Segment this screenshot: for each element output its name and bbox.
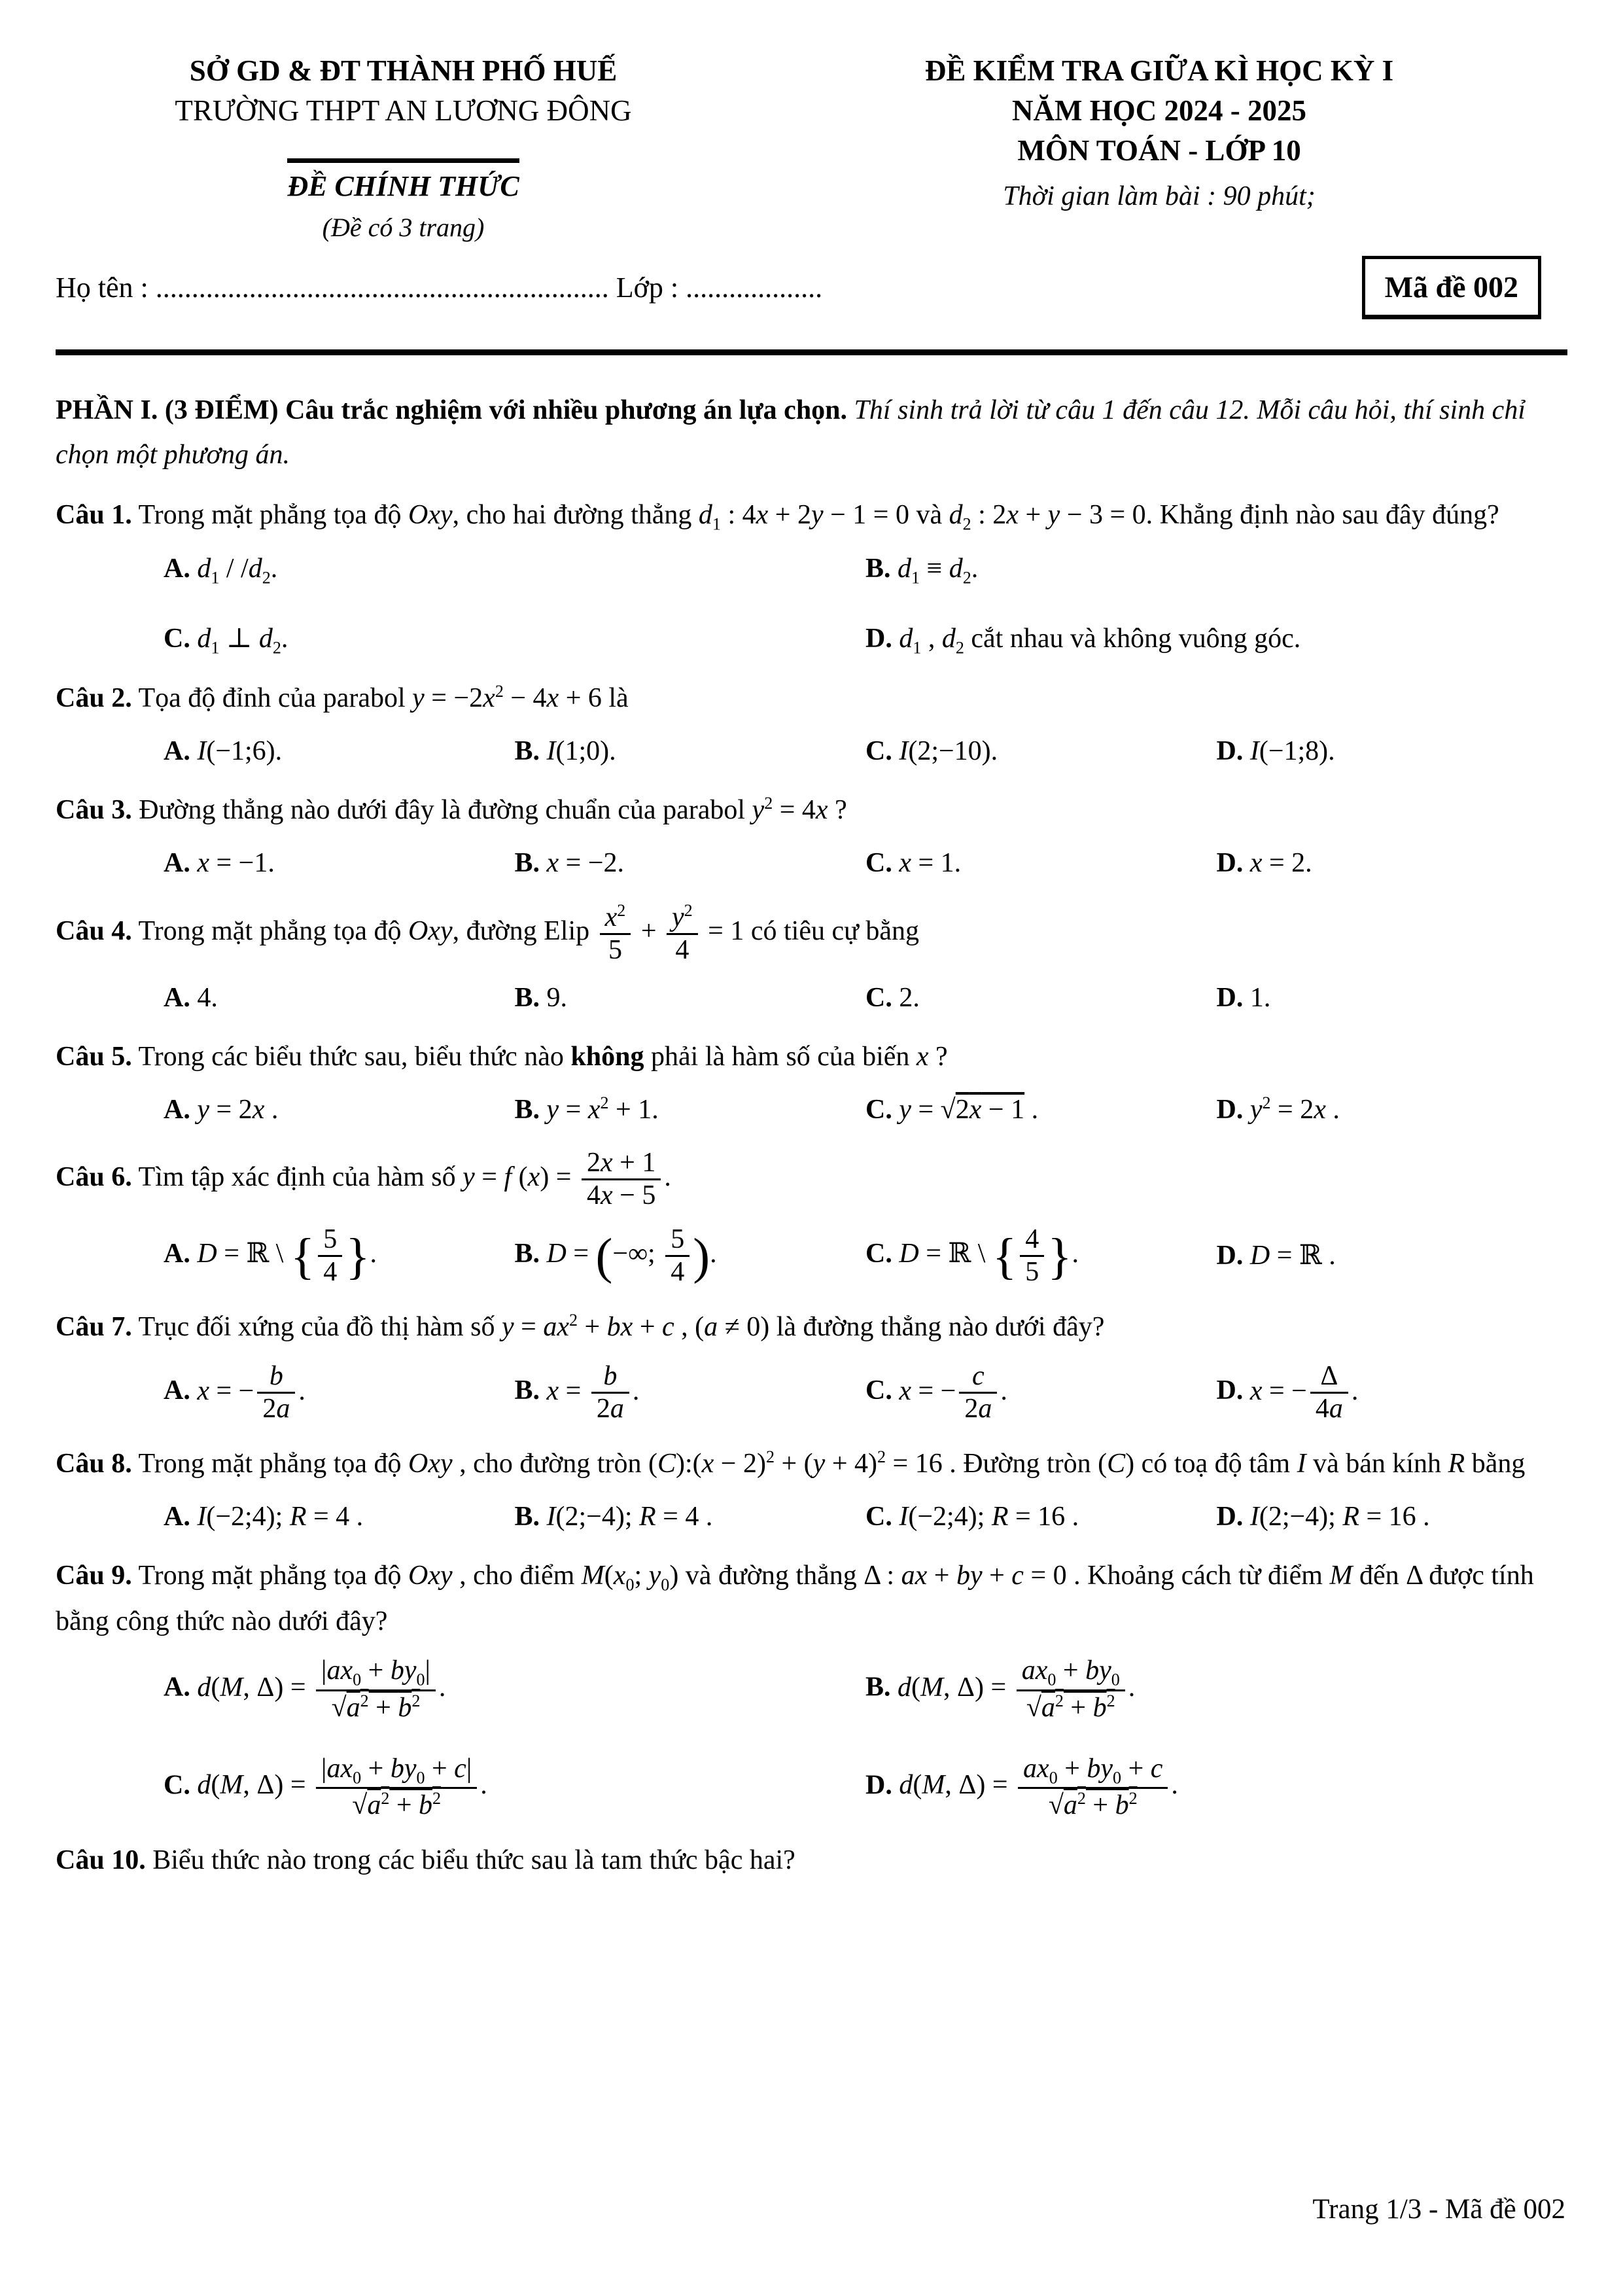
- answer-option: [164, 1223, 515, 1289]
- student-info-row: [56, 256, 1567, 319]
- question-7: [56, 1305, 1567, 1426]
- answer-option: [164, 618, 865, 660]
- option-text: x = − $\frac{c}{2a}$ .: [899, 1361, 1007, 1424]
- answer-option: [1217, 978, 1568, 1019]
- option-letter: B.: [514, 1375, 540, 1406]
- answer-option: [865, 618, 1567, 660]
- answer-option: [164, 1496, 515, 1538]
- question-3: [56, 788, 1567, 884]
- answer-option: [515, 1223, 866, 1289]
- exam-duration: Thời gian làm bài : 90 phút;: [1003, 181, 1316, 212]
- option-letter: C.: [865, 983, 892, 1014]
- option-text: I(−2;4); R = 16 .: [899, 1502, 1079, 1532]
- question-8-label: Câu 8.: [56, 1449, 132, 1479]
- question-2-text: Tọa độ đỉnh của parabol $y = -2x^2 - 4x + 6$ là: [131, 682, 629, 714]
- answer-option: [865, 548, 1567, 590]
- question-10: [56, 1838, 1567, 1882]
- answer-option: [865, 978, 1217, 1019]
- header-left: [56, 51, 751, 243]
- option-text: $d_1$ ⊥ $d_2$.: [197, 623, 288, 657]
- department-name: SỞ GD & ĐT THÀNH PHỐ HUẾ: [189, 54, 618, 87]
- option-text: I(2;−10).: [899, 736, 998, 767]
- option-letter: B.: [865, 554, 891, 584]
- answer-option: [164, 978, 515, 1019]
- option-letter: D.: [1216, 736, 1244, 767]
- option-text: x = − $\frac{\Delta}{4a}$ .: [1249, 1361, 1359, 1424]
- question-6: [56, 1146, 1567, 1289]
- question-1-label: Câu 1.: [56, 499, 132, 530]
- answer-option: [865, 1496, 1217, 1538]
- answer-option: [164, 731, 515, 772]
- option-letter: D.: [865, 623, 892, 654]
- option-letter: A.: [164, 736, 190, 767]
- option-letter: A.: [164, 1239, 190, 1269]
- option-letter: D.: [1216, 1375, 1244, 1406]
- school-year: NĂM HỌC 2024 - 2025: [1012, 94, 1306, 127]
- option-letter: D.: [1216, 848, 1244, 879]
- option-text: I(−1;6).: [197, 736, 283, 767]
- answer-option: [865, 1089, 1217, 1131]
- answer-option: [1217, 1360, 1568, 1426]
- option-text: $d_1$ , $d_2$ cắt nhau và không vuông góc.: [899, 623, 1301, 657]
- question-1-text: Trong mặt phẳng tọa độ Oxy, cho hai đường thẳng $d_1$ : 4x + 2y − 1 = 0 và $d_2$ : 2x + y − 3 = 0. Khẳng định nào sau đây đúng?: [131, 499, 1499, 533]
- question-5-text: Trong các biểu thức sau, biểu thức nào không phải là hàm số của biến x ?: [131, 1042, 948, 1072]
- question-6-label: Câu 6.: [56, 1162, 132, 1193]
- question-3-label: Câu 3.: [56, 795, 132, 826]
- answer-option: [865, 1360, 1217, 1426]
- answer-option: [865, 1654, 1567, 1725]
- option-text: x = 1.: [899, 848, 962, 879]
- option-text: I(2;−4); R = 4 .: [546, 1502, 713, 1532]
- question-3-text: Đường thẳng nào dưới đây là đường chuẩn của parabol $y^2 = 4x$ ?: [131, 794, 847, 826]
- option-letter: A.: [164, 1672, 190, 1703]
- option-text: d(M, Δ) = $\frac{|ax_0 + by_0|}{√a^2 + b^2}$ .: [197, 1655, 446, 1723]
- exam-code-badge: Mã đề 002: [1362, 256, 1541, 319]
- option-text: x = $\frac{b}{2a}$ .: [546, 1361, 640, 1424]
- option-letter: A.: [164, 1502, 190, 1532]
- answer-option: [865, 731, 1217, 772]
- option-letter: A.: [164, 1375, 190, 1406]
- option-text: 2.: [892, 983, 920, 1014]
- answer-option: [515, 1089, 866, 1131]
- option-letter: C.: [164, 1770, 190, 1801]
- option-letter: D.: [1216, 1095, 1244, 1125]
- question-2-label: Câu 2.: [56, 683, 132, 714]
- page-header: [56, 51, 1567, 243]
- option-text: D = ℝ .: [1249, 1241, 1336, 1271]
- answer-option: [164, 1752, 865, 1823]
- option-text: x = −2.: [546, 848, 625, 879]
- option-letter: B.: [865, 1672, 891, 1703]
- option-text: I(1;0).: [546, 736, 616, 767]
- option-text: x = 2.: [1249, 848, 1312, 879]
- answer-option: [164, 548, 865, 590]
- question-4-text: Trong mặt phẳng tọa độ Oxy, đường Elip $\frac{x^2}{5}$ + $\frac{y^2}{4}$ = 1 có tiêu cự bằng: [131, 901, 920, 966]
- answer-option: [515, 843, 866, 884]
- option-letter: B.: [514, 1095, 540, 1125]
- option-letter: A.: [164, 554, 190, 584]
- answer-option: [515, 731, 866, 772]
- option-text: d(M, Δ) = $\frac{|ax_0 + by_0 + c|}{√a^2 + b^2}$ .: [197, 1753, 487, 1821]
- question-10-text: Biểu thức nào trong các biểu thức sau là tam thức bậc hai?: [145, 1845, 795, 1876]
- question-8: [56, 1441, 1567, 1538]
- pages-note: (Đề có 3 trang): [322, 212, 485, 242]
- option-text: $d_1 / /d_2$.: [197, 554, 278, 588]
- question-6-text: Tìm tập xác định của hàm số y = f (x) = $\frac{2x + 1}{4x - 5}$ .: [131, 1148, 671, 1211]
- option-text: I(−2;4); R = 4 .: [197, 1502, 364, 1532]
- student-name-class-line: Họ tên : ............................................................... Lớp : ...................: [56, 271, 823, 304]
- question-10-label: Câu 10.: [56, 1845, 146, 1876]
- question-7-label: Câu 7.: [56, 1312, 132, 1343]
- answer-option: [164, 1654, 865, 1725]
- subject-grade: MÔN TOÁN - LỚP 10: [1017, 133, 1301, 167]
- question-9: [56, 1553, 1567, 1822]
- option-letter: C.: [865, 1239, 892, 1269]
- option-letter: C.: [865, 736, 892, 767]
- option-text: D = (−∞; $\frac{5}{4}$ ).: [546, 1224, 717, 1288]
- question-4: [56, 900, 1567, 1019]
- question-4-label: Câu 4.: [56, 916, 132, 947]
- option-text: x = −1.: [197, 848, 275, 879]
- answer-option: [1217, 731, 1568, 772]
- part1-heading: [56, 388, 1567, 477]
- answer-option: [865, 1223, 1217, 1289]
- option-text: $y = x^2 + 1$.: [546, 1093, 659, 1125]
- option-text: d(M, Δ) = $\frac{ax_0 + by_0 + c}{√a^2 + b^2}$ .: [899, 1753, 1178, 1821]
- answer-option: [1217, 1089, 1568, 1131]
- option-letter: B.: [514, 1239, 540, 1269]
- question-5: [56, 1034, 1567, 1131]
- question-8-text: Trong mặt phẳng tọa độ Oxy , cho đường tròn (C):(x − $2)^2 + (y + 4)^2 = 16$ . Đường tròn (C) có toạ độ tâm I và bán kính R bằng: [131, 1447, 1526, 1479]
- option-letter: A.: [164, 1095, 190, 1125]
- option-text: 9.: [540, 983, 568, 1014]
- option-letter: C.: [865, 1095, 892, 1125]
- question-5-label: Câu 5.: [56, 1042, 132, 1072]
- option-text: 1.: [1243, 983, 1271, 1014]
- question-1: [56, 493, 1567, 660]
- option-letter: C.: [164, 623, 190, 654]
- option-letter: B.: [514, 848, 540, 879]
- option-letter: B.: [514, 983, 540, 1014]
- option-letter: D.: [1216, 1502, 1244, 1532]
- option-text: y = 2x .: [197, 1095, 279, 1125]
- option-letter: B.: [514, 736, 540, 767]
- part1-heading-italic: Thí sinh trả lời từ câu 1 đến câu 12. Mỗi câu hỏi, thí sinh chỉ chọn một phương án.: [56, 395, 1526, 470]
- option-letter: D.: [1216, 1241, 1244, 1271]
- question-9-text: Trong mặt phẳng tọa độ Oxy , cho điểm $M(x_0$; $y_0$) và đường thẳng Δ : ax + by + c = 0 . Khoảng cách từ điểm M đến Δ được tính bằng công thức nào dưới đây?: [56, 1561, 1534, 1637]
- part1-heading-bold: PHẦN I. (3 ĐIỂM) Câu trắc nghiệm với nhiều phương án lựa chọn.: [56, 395, 848, 425]
- option-text: 4.: [190, 983, 218, 1014]
- answer-option: [1217, 1235, 1568, 1277]
- answer-option: [515, 1496, 866, 1538]
- answer-option: [865, 843, 1217, 884]
- answer-option: [515, 978, 866, 1019]
- option-text: y = √2x − 1 .: [899, 1095, 1039, 1125]
- answer-option: [1217, 843, 1568, 884]
- question-2: [56, 676, 1567, 772]
- answer-option: [164, 843, 515, 884]
- option-letter: D.: [865, 1770, 892, 1801]
- option-letter: B.: [514, 1502, 540, 1532]
- official-exam-label: ĐỀ CHÍNH THỨC: [287, 158, 519, 203]
- option-letter: D.: [1216, 983, 1244, 1014]
- answer-option: [164, 1089, 515, 1131]
- option-text: x = − $\frac{b}{2a}$ .: [197, 1361, 305, 1424]
- option-letter: C.: [865, 848, 892, 879]
- answer-option: [1217, 1496, 1568, 1538]
- option-letter: A.: [164, 983, 190, 1014]
- exam-title: ĐỀ KIỂM TRA GIỮA KÌ HỌC KỲ I: [924, 54, 1394, 87]
- answer-option: [865, 1752, 1567, 1823]
- option-text: d(M, Δ) = $\frac{ax_0 + by_0}{√a^2 + b^2}$ .: [898, 1655, 1136, 1723]
- answer-option: [164, 1360, 515, 1426]
- option-text: D = ℝ \ { $\frac{5}{4}$ }.: [197, 1224, 377, 1288]
- question-7-text: Trục đối xứng của đồ thị hàm số $y = ax^2$ + bx + c , (a ≠ 0) là đường thẳng nào dưới đây?: [131, 1311, 1105, 1343]
- header-right: [751, 51, 1567, 243]
- option-text: $y^2 = 2x$ .: [1249, 1093, 1340, 1125]
- school-name: TRƯỜNG THPT AN LƯƠNG ĐÔNG: [175, 94, 632, 127]
- header-divider: [56, 349, 1567, 355]
- footer-page-info: Trang 1/3 - Mã đề 002: [1312, 2194, 1565, 2225]
- question-9-label: Câu 9.: [56, 1561, 132, 1591]
- option-text: D = ℝ \ { $\frac{4}{5}$ }.: [899, 1224, 1079, 1288]
- option-text: $d_1 \equiv d_2$.: [898, 554, 979, 588]
- option-letter: A.: [164, 848, 190, 879]
- option-letter: C.: [865, 1502, 892, 1532]
- answer-option: [515, 1360, 866, 1426]
- option-text: I(−1;8).: [1249, 736, 1335, 767]
- option-letter: C.: [865, 1375, 892, 1406]
- option-text: I(2;−4); R = 16 .: [1249, 1502, 1430, 1532]
